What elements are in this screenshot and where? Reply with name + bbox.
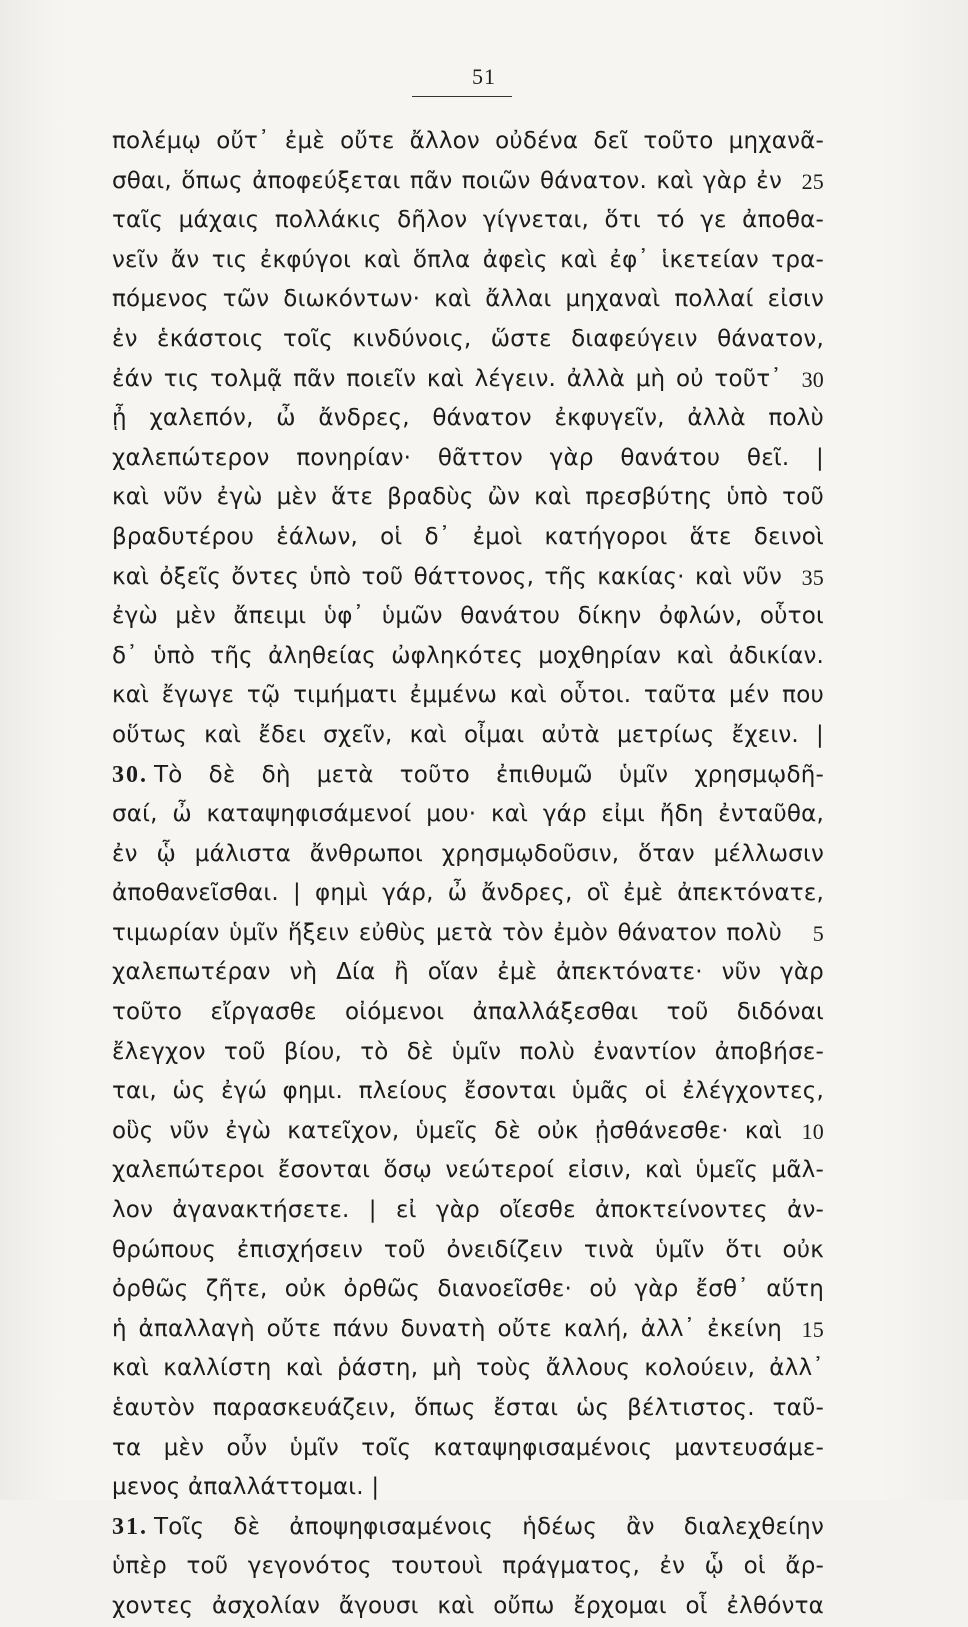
- line-text: ἀποθανεῖσθαι. | φημὶ γάρ, ὦ ἄνδρες, οἳ ἐμὲ ἀπεκτόνατε,: [112, 880, 824, 907]
- line-text: ὑπὲρ τοῦ γεγονότος τουτουὶ πράγματος, ἐν ᾧ οἱ ἄρ-: [112, 1553, 824, 1580]
- line-text: τιμωρίαν ὑμῖν ἥξειν εὐθὺς μετὰ τὸν ἐμὸν θάνατον πολὺ: [112, 919, 782, 946]
- text-line: [112, 1349, 824, 1389]
- text-line: [112, 241, 824, 281]
- text-line: [112, 162, 824, 202]
- text-line: [112, 676, 824, 716]
- text-line: [112, 756, 824, 796]
- text-line: [112, 1033, 824, 1073]
- line-text: σαί, ὦ καταψηφισάμενοί μου· καὶ γάρ εἰμι ἤδη ἐνταῦθα,: [112, 801, 824, 828]
- text-line: [112, 914, 824, 954]
- text-line: [112, 1112, 824, 1152]
- text-line: [112, 201, 824, 241]
- line-text: πόμενος τῶν διωκόντων· καὶ ἄλλαι μηχαναὶ πολλαί εἰσιν: [112, 286, 824, 313]
- line-text: πολέμῳ οὔτ᾽ ἐμὲ οὔτε ἄλλον οὐδένα δεῖ τοῦτο μηχανᾶ-: [112, 128, 824, 154]
- text-line: [112, 518, 824, 558]
- header-rule: [412, 96, 512, 97]
- line-text: καὶ νῦν ἐγὼ μὲν ἅτε βραδὺς ὢν καὶ πρεσβύτης ὑπὸ τοῦ: [112, 484, 824, 511]
- line-text: χαλεπωτέραν νὴ Δία ἢ οἵαν ἐμὲ ἀπεκτόνατε· νῦν γὰρ: [112, 959, 824, 986]
- text-line: [112, 874, 824, 914]
- line-number: 30: [801, 366, 824, 392]
- line-number: 35: [801, 564, 824, 590]
- line-text: Τοῖς δὲ ἀποψηφισαμένοις ἡδέως ἂν διαλεχθείην: [154, 1513, 824, 1540]
- text-line: [112, 1310, 824, 1350]
- text-line: [112, 1587, 824, 1627]
- line-text: δ᾽ ὑπὸ τῆς ἀληθείας ὠφληκότες μοχθηρίαν καὶ ἀδικίαν.: [112, 642, 824, 669]
- text-line: [112, 1547, 824, 1587]
- text-line: [112, 1191, 824, 1231]
- line-text: νεῖν ἄν τις ἐκφύγοι καὶ ὅπλα ἀφεὶς καὶ ἐφ᾽ ἱκετείαν τρα-: [112, 246, 824, 273]
- line-text: ἑαυτὸν παρασκευάζειν, ὅπως ἔσται ὡς βέλτιστος. ταῦ-: [112, 1395, 824, 1421]
- line-text: οὓς νῦν ἐγὼ κατεῖχον, ὑμεῖς δὲ οὐκ ᾐσθάνεσθε· καὶ: [112, 1117, 782, 1144]
- line-text: χαλεπώτερον πονηρίαν· θᾶττον γὰρ θανάτου θεῖ. |: [112, 444, 824, 471]
- text-line: [112, 835, 824, 875]
- line-text: χοντες ἀσχολίαν ἄγουσι καὶ οὔπω ἔρχομαι οἷ ἐλθόντα: [112, 1592, 824, 1619]
- line-text: τα μὲν οὖν ὑμῖν τοῖς καταψηφισαμένοις μαντευσάμε-: [112, 1434, 824, 1461]
- text-line: [112, 1231, 824, 1271]
- line-text: ται, ὡς ἐγώ φημι. πλείους ἔσονται ὑμᾶς οἱ ἐλέγχοντες,: [112, 1078, 824, 1105]
- text-line: [112, 1468, 824, 1508]
- line-text: ἐγὼ μὲν ἄπειμι ὑφ᾽ ὑμῶν θανάτου δίκην ὀφλών, οὗτοι: [112, 603, 824, 630]
- text-line: [112, 597, 824, 637]
- line-text: βραδυτέρου ἑάλων, οἱ δ᾽ ἐμοὶ κατήγοροι ἅτε δεινοὶ: [112, 523, 824, 550]
- line-text: καὶ ὀξεῖς ὄντες ὑπὸ τοῦ θάττονος, τῆς κακίας· καὶ νῦν: [112, 563, 782, 590]
- text-line: [112, 1151, 824, 1191]
- text-line: [112, 558, 824, 598]
- line-text: χαλεπώτεροι ἔσονται ὅσῳ νεώτεροί εἰσιν, καὶ ὑμεῖς μᾶλ-: [112, 1157, 824, 1184]
- line-text: ὀρθῶς ζῆτε, οὐκ ὀρθῶς διανοεῖσθε· οὐ γὰρ ἔσθ᾽ αὕτη: [112, 1276, 824, 1303]
- text-line: [112, 1508, 824, 1548]
- body-text: [112, 122, 824, 1627]
- text-line: [112, 360, 824, 400]
- line-text: Τὸ δὲ δὴ μετὰ τοῦτο ἐπιθυμῶ ὑμῖν χρησμῳδῆ-: [154, 761, 824, 788]
- line-text: λον ἀγανακτήσετε. | εἰ γὰρ οἴεσθε ἀποκτείνοντες ἀν-: [112, 1197, 824, 1224]
- line-number: 25: [801, 168, 824, 194]
- line-text: ἡ ἀπαλλαγὴ οὔτε πάνυ δυνατὴ οὔτε καλή, ἀλλ᾽ ἐκείνη: [112, 1315, 782, 1342]
- text-line: [112, 795, 824, 835]
- line-text: ἐάν τις τολμᾷ πᾶν ποιεῖν καὶ λέγειν. ἀλλὰ μὴ οὐ τοῦτ᾽: [112, 365, 782, 392]
- text-line: [112, 953, 824, 993]
- line-text: μενος ἀπαλλάττομαι. |: [112, 1474, 380, 1501]
- line-text: ταῖς μάχαις πολλάκις δῆλον γίγνεται, ὅτι τό γε ἀποθα-: [112, 207, 824, 234]
- text-line: [112, 993, 824, 1033]
- text-line: [112, 399, 824, 439]
- line-text: καὶ καλλίστη καὶ ῥάστη, μὴ τοὺς ἄλλους κολούειν, ἀλλ᾽: [112, 1355, 824, 1382]
- line-text: ἔλεγχον τοῦ βίου, τὸ δὲ ὑμῖν πολὺ ἐναντίον ἀποβήσε-: [112, 1038, 824, 1065]
- line-number: 15: [801, 1316, 824, 1342]
- line-text: τοῦτο εἴργασθε οἰόμενοι ἀπαλλάξεσθαι τοῦ διδόναι: [112, 999, 824, 1026]
- text-line: [112, 478, 824, 518]
- text-line: [112, 1270, 824, 1310]
- line-number: 5: [812, 920, 824, 946]
- line-text: ᾖ χαλεπόν, ὦ ἄνδρες, θάνατον ἐκφυγεῖν, ἀλλὰ πολὺ: [112, 405, 824, 432]
- line-text: ἐν ᾧ μάλιστα ἄνθρωποι χρησμῳδοῦσιν, ὅταν μέλλωσιν: [112, 840, 824, 867]
- line-text: θρώπους ἐπισχήσειν τοῦ ὀνειδίζειν τινὰ ὑμῖν ὅτι οὐκ: [112, 1236, 824, 1263]
- text-line: [112, 1389, 824, 1429]
- section-number: 30.: [112, 761, 148, 788]
- text-line: [112, 439, 824, 479]
- line-number: 10: [801, 1118, 824, 1144]
- text-line: [112, 1429, 824, 1469]
- line-text: οὕτως καὶ ἔδει σχεῖν, καὶ οἶμαι αὐτὰ μετρίως ἔχειν. |: [112, 721, 824, 748]
- line-text: σθαι, ὅπως ἀποφεύξεται πᾶν ποιῶν θάνατον. καὶ γὰρ ἐν: [112, 167, 782, 194]
- text-line: [112, 280, 824, 320]
- text-line: [112, 716, 824, 756]
- page-number: 51: [472, 64, 496, 89]
- text-line: [112, 1072, 824, 1112]
- text-line: [112, 320, 824, 360]
- text-line: [112, 637, 824, 677]
- line-text: καὶ ἔγωγε τῷ τιμήματι ἐμμένω καὶ οὗτοι. ταῦτα μέν που: [112, 682, 824, 709]
- section-number: 31.: [112, 1513, 148, 1540]
- line-text: ἐν ἑκάστοις τοῖς κινδύνοις, ὥστε διαφεύγειν θάνατον,: [112, 325, 824, 352]
- text-line: [112, 122, 824, 162]
